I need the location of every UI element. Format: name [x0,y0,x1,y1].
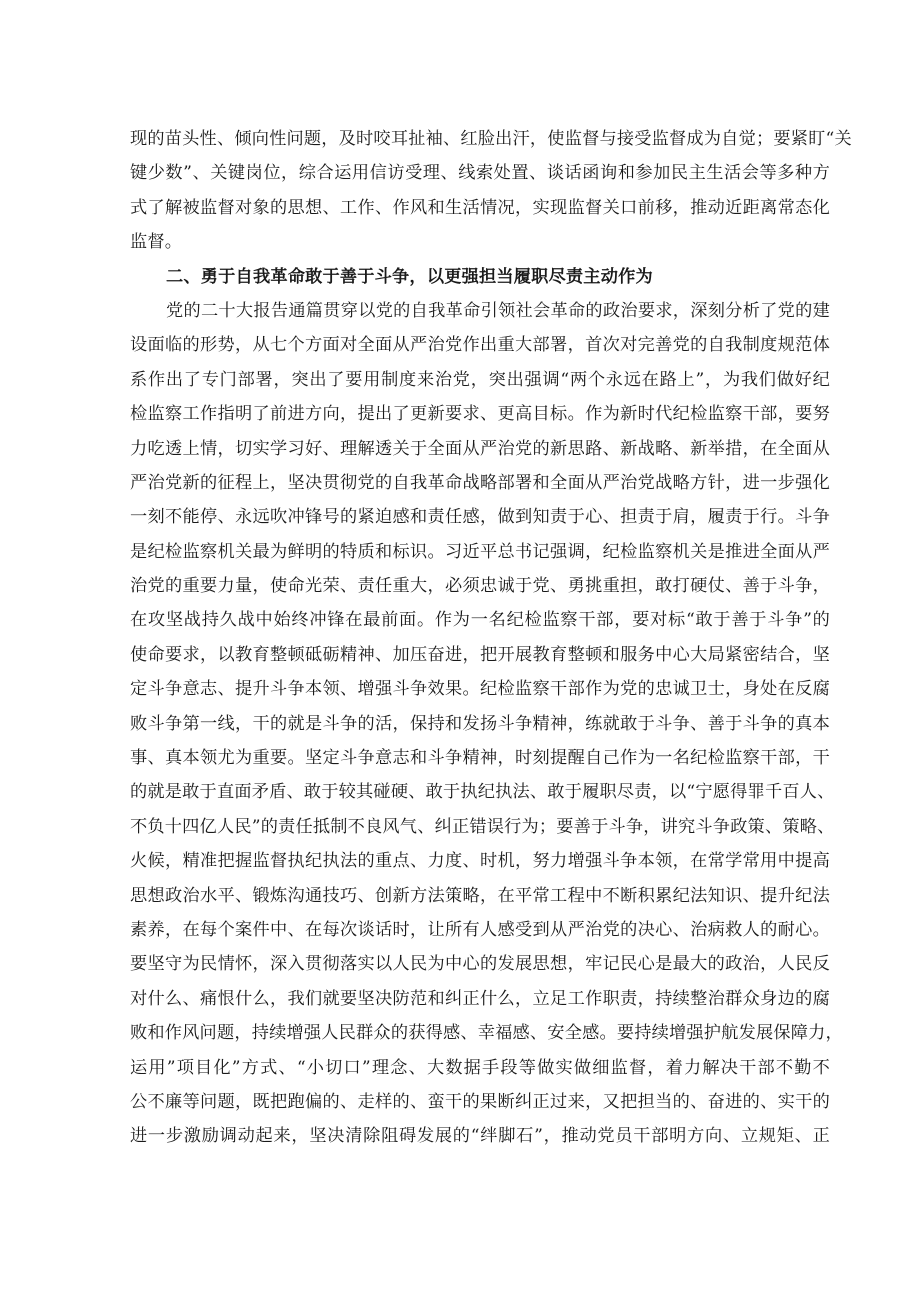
text-line: 不负十四亿人民”的责任抵制不良风气、纠正错误行为；要善于斗争，讲究斗争政策、策略、 [130,816,835,837]
text-line: 党的二十大报告通篇贯穿以党的自我革命引领社会革命的政治要求，深刻分析了党的建 [166,300,830,321]
text-line: 系作出了专门部署，突出了要用制度来治党，突出强调“两个永远在路上”，为我们做好纪 [130,369,830,390]
body-paragraph [130,294,843,1154]
text-line: 检监察工作指明了前进方向，提出了更新要求、更高目标。作为新时代纪检监察干部，要努 [130,404,830,425]
text-line: 在攻坚战持久战中始终冲锋在最前面。作为一名纪检监察干部，要对标“敢于善于斗争”的 [130,610,830,631]
text-line: 定斗争意志、提升斗争本领、增强斗争效果。纪检监察干部作为党的忠诚卫士，身处在反腐 [130,679,830,700]
text-line: 败斗争第一线，干的就是斗争的活，保持和发扬斗争精神，练就敢于斗争、善于斗争的真本 [130,713,830,734]
text-line: 公不廉等问题，既把跑偏的、走样的、蛮干的果断纠正过来，又把担当的、奋进的、实干的 [130,1091,830,1112]
text-line: 要坚守为民情怀，深入贯彻落实以人民为中心的发展思想，牢记民心是最大的政治，人民反 [130,954,830,975]
continued-paragraph [130,122,852,260]
text-line: 现的苗头性、倾向性问题，及时咬耳扯袖、红脸出汗，使监督与接受监督成为自觉；要紧盯“关 [130,129,852,149]
text-line: 监督。 [130,232,183,253]
text-line: 对什么、痛恨什么，我们就要坚决防范和纠正什么，立足工作职责，持续整治群众身边的腐 [130,988,830,1009]
text-line: 素养，在每个案件中、在每次谈话时，让所有人感受到从严治党的决心、治病救人的耐心。 [130,919,830,940]
text-line: 治党的重要力量，使命光荣、责任重大，必须忠诚于党、勇挑重担，敢打硬仗、善于斗争， [130,576,830,597]
text-line: 事、真本领尤为重要。坚定斗争意志和斗争精神，时刻提醒自己作为一名纪检监察干部，干 [130,748,830,769]
document-body [130,122,852,1154]
text-line: 力吃透上情，切实学习好、理解透关于全面从严治党的新思路、新战略、新举措，在全面从 [130,438,830,459]
text-line: 键少数”、关键岗位，综合运用信访受理、线索处置、谈话函询和参加民主生活会等多种方 [130,163,830,184]
text-line: 进一步激励调动起来，坚决清除阻碍发展的“绊脚石”，推动党员干部明方向、立规矩、正 [130,1126,830,1147]
text-line: 一刻不能停、永远吹冲锋号的紧迫感和责任感，做到知责于心、担责于肩，履责于行。斗争 [130,507,830,528]
text-line: 式了解被监督对象的思想、工作、作风和生活情况，实现监督关口前移，推动近距离常态化 [130,197,830,218]
text-line: 的就是敢于直面矛盾、敢于较其碰硬、敢于执纪执法、敢于履职尽责，以“宁愿得罪千百人、 [130,782,835,803]
text-line: 败和作风问题，持续增强人民群众的获得感、幸福感、安全感。要持续增强护航发展保障力， [130,1023,843,1044]
text-line: 使命要求，以教育整顿砥砺精神、加压奋进，把开展教育整顿和服务中心大局紧密结合，坚 [130,644,830,665]
section-heading: 二、勇于自我革命敢于善于斗争，以更强担当履职尽责主动作为 [166,266,653,287]
text-line: 设面临的形势，从七个方面对全面从严治党作出重大部署，首次对完善党的自我制度规范体 [130,335,830,356]
text-line: 是纪检监察机关最为鲜明的特质和标识。习近平总书记强调，纪检监察机关是推进全面从严 [130,541,830,562]
text-line: 火候，精准把握监督执纪执法的重点、力度、时机，努力增强斗争本领，在常学常用中提高 [130,851,830,872]
text-line: 思想政治水平、锻炼沟通技巧、创新方法策略，在平常工程中不断积累纪法知识、提升纪法 [130,885,830,906]
text-line: 运用”项目化”方式、“小切口”理念、大数据手段等做实做细监督，着力解决干部不勤不 [130,1057,830,1078]
text-line: 严治党新的征程上，坚决贯彻党的自我革命战略部署和全面从严治党战略方针，进一步强化 [130,472,830,493]
